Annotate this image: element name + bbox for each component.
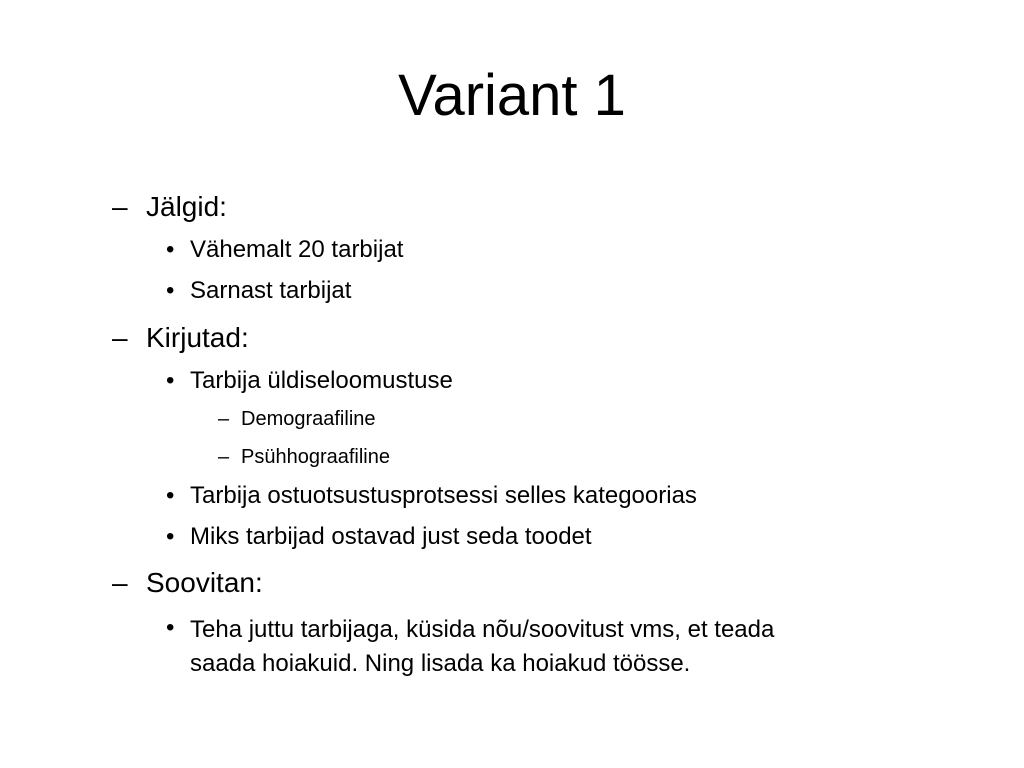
slide-title: Variant 1 <box>398 63 626 128</box>
dash-marker: – <box>218 446 230 468</box>
section-label: Soovitan: <box>146 567 263 598</box>
bullet-marker: • <box>166 523 175 550</box>
dash-marker: – <box>112 191 128 222</box>
list-item-text: Miks tarbijad ostavad just seda toodet <box>190 523 592 550</box>
dash-marker: – <box>112 567 128 598</box>
section-label: Jälgid: <box>146 191 227 222</box>
bullet-marker: • <box>166 277 175 304</box>
bullet-marker: • <box>166 367 175 394</box>
section-label: Kirjutad: <box>146 322 249 353</box>
list-item-text-line: Teha juttu tarbijaga, küsida nõu/soovitust vms, et teada <box>190 616 775 643</box>
list-item-text: Sarnast tarbijat <box>190 277 352 304</box>
bullet-marker: • <box>166 236 175 263</box>
dash-marker: – <box>112 322 128 353</box>
list-item-text-line: saada hoiakuid. Ning lisada ka hoiakud töösse. <box>190 650 691 677</box>
list-item-text <box>190 613 774 681</box>
sub-list-item-text: Psühhograafiline <box>241 446 390 468</box>
list-item-text: Vähemalt 20 tarbijat <box>190 236 404 263</box>
dash-marker: – <box>218 408 230 430</box>
sub-list-item-text: Demograafiline <box>241 408 376 430</box>
bullet-marker: • <box>166 614 175 641</box>
list-item-text: Tarbija üldiseloomustuse <box>190 367 453 394</box>
list-item-text: Tarbija ostuotsustusprotsessi selles kategoorias <box>190 482 697 509</box>
bullet-marker: • <box>166 482 175 509</box>
